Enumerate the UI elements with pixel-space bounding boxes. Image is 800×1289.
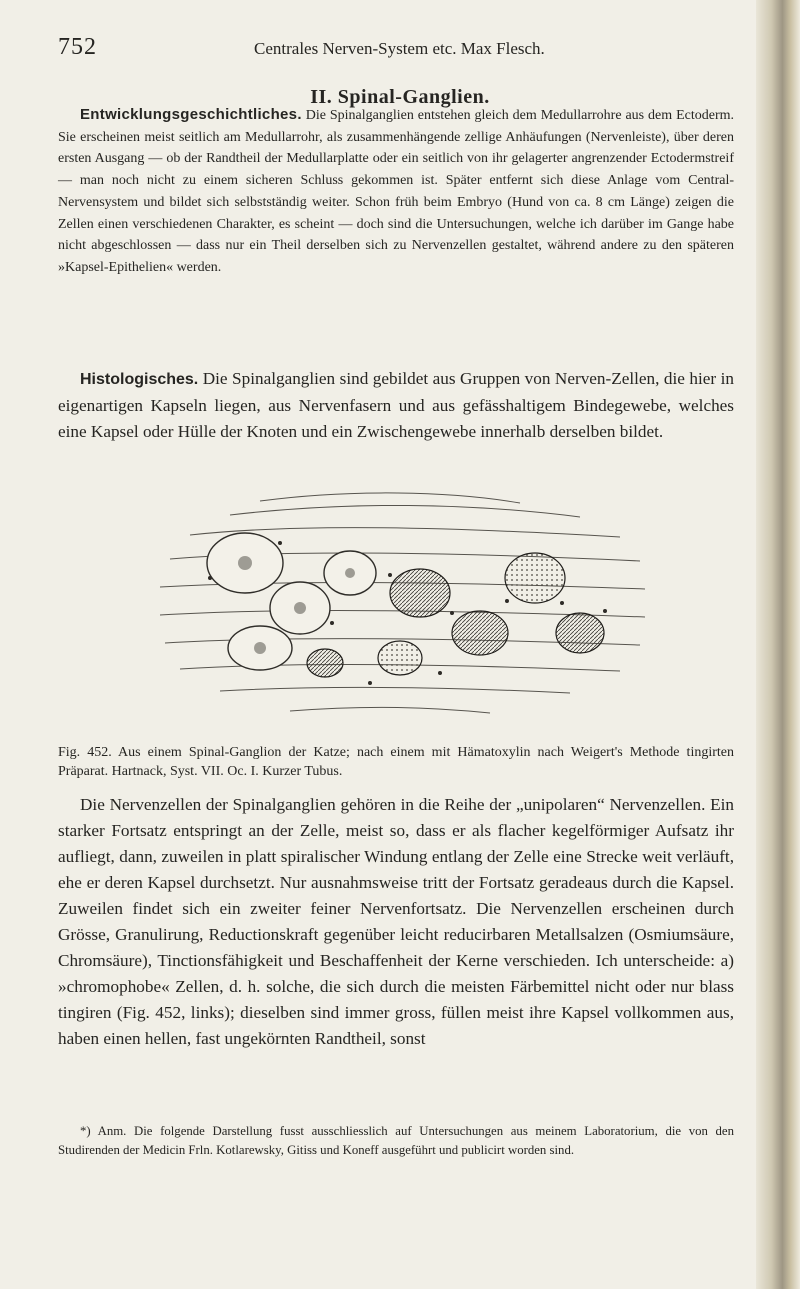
runin-heading-histology: Histologisches.	[80, 371, 199, 388]
section-title: II. Spinal-Ganglien.	[310, 86, 490, 108]
paragraph-development-text: Die Spinalganglien entstehen gleich dem Medullarrohre aus dem Ectoderm. Sie erscheinen meist seitlich am Medullarrohr, als zusammenhängende zellige Anhäufungen (Nervenleiste), über deren ersten Ausgang — ob der Randtheil der Medullarplatte oder ein seitlich von ihr gelagerter angrenzender Ectodermstreif — man noch nicht zu einem sicheren Schluss gekommen ist. Später entfernt sich diese Anlage vom Central-Nervensystem und bildet sich selbstständig weiter. Schon früh beim Embryo (Hund von ca. 8 cm Länge) zeigen die Zellen einen verschiedenen Charakter, es scheint — doch sind die Untersuchungen, welche ich darüber im Gange habe nicht abgeschlossen — dass nur ein Theil derselben sich zu Nervenzellen gestaltet, während andere zu den späteren »Kapsel-Epithelien« werden.	[58, 108, 734, 275]
running-head: Centrales Nerven-System etc. Max Flesch.	[254, 39, 545, 58]
page-edge-shadow	[756, 0, 800, 1289]
paragraph-histology	[58, 366, 734, 445]
figure-caption: Fig. 452. Aus einem Spinal-Ganglion der Katze; nach einem mit Hämatoxylin nach Weigert's Methode tingirten Präparat. Hartnack, Syst. VII. Oc. I. Kurzer Tubus.	[58, 745, 734, 779]
page-header	[58, 34, 738, 74]
figure-452-illustration	[150, 483, 650, 733]
page-number: 752	[58, 34, 97, 60]
paragraph-nerve-cells: Die Nervenzellen der Spinalganglien gehören in die Reihe der „unipolaren“ Nervenzellen. Ein starker Fortsatz entspringt an der Zelle, meist so, dass er als flacher kegelförmiger Aufsatz ihr aufliegt, dann, zuweilen in platt spiralischer Windung entlang der Zelle eine Strecke weit verläuft, ehe er deren Kapsel durchsetzt. Nur ausnahmsweise tritt der Fortsatz geradeaus durch die Kapsel. Zuweilen findet sich ein zweiter feiner Nervenfortsatz. Die Nervenzellen erscheinen durch Grösse, Granulirung, Reductionskraft gegenüber leicht reducirbaren Metallsalzen (Osmiumsäure, Chromsäure), Tinctionsfähigkeit und Beschaffenheit der Kerne verschieden. Ich unterscheide: a) »chromophobe« Zellen, d. h. solche, die sich durch die meisten Färbemittel nicht oder nur blass tingiren (Fig. 452, links); dieselben sind immer gross, füllen meist ihre Kapsel vollkommen aus, haben einen hellen, fast ungekörnten Randtheil, sonst	[58, 795, 734, 1048]
runin-heading-development: Entwicklungsgeschichtliches.	[80, 106, 302, 123]
paragraph-development	[58, 104, 734, 279]
paragraph-histology-text: Die Spinalganglien sind gebildet aus Gruppen von Nerven-Zellen, die hier in eigenartigen Kapseln liegen, aus Nervenfasern und aus gefässhaltigem Bindegewebe, welches eine Kapsel oder Hülle der Knoten und ein Zwischengewebe innerhalb derselben bildet.	[58, 369, 734, 441]
footnote: *) Anm. Die folgende Darstellung fusst ausschliesslich auf Untersuchungen aus meinem Laboratorium, die von den Studirenden der Medicin Frln. Kotlarewsky, Gitiss und Koneff ausgeführt und publicirt worden sind.	[58, 1124, 734, 1157]
